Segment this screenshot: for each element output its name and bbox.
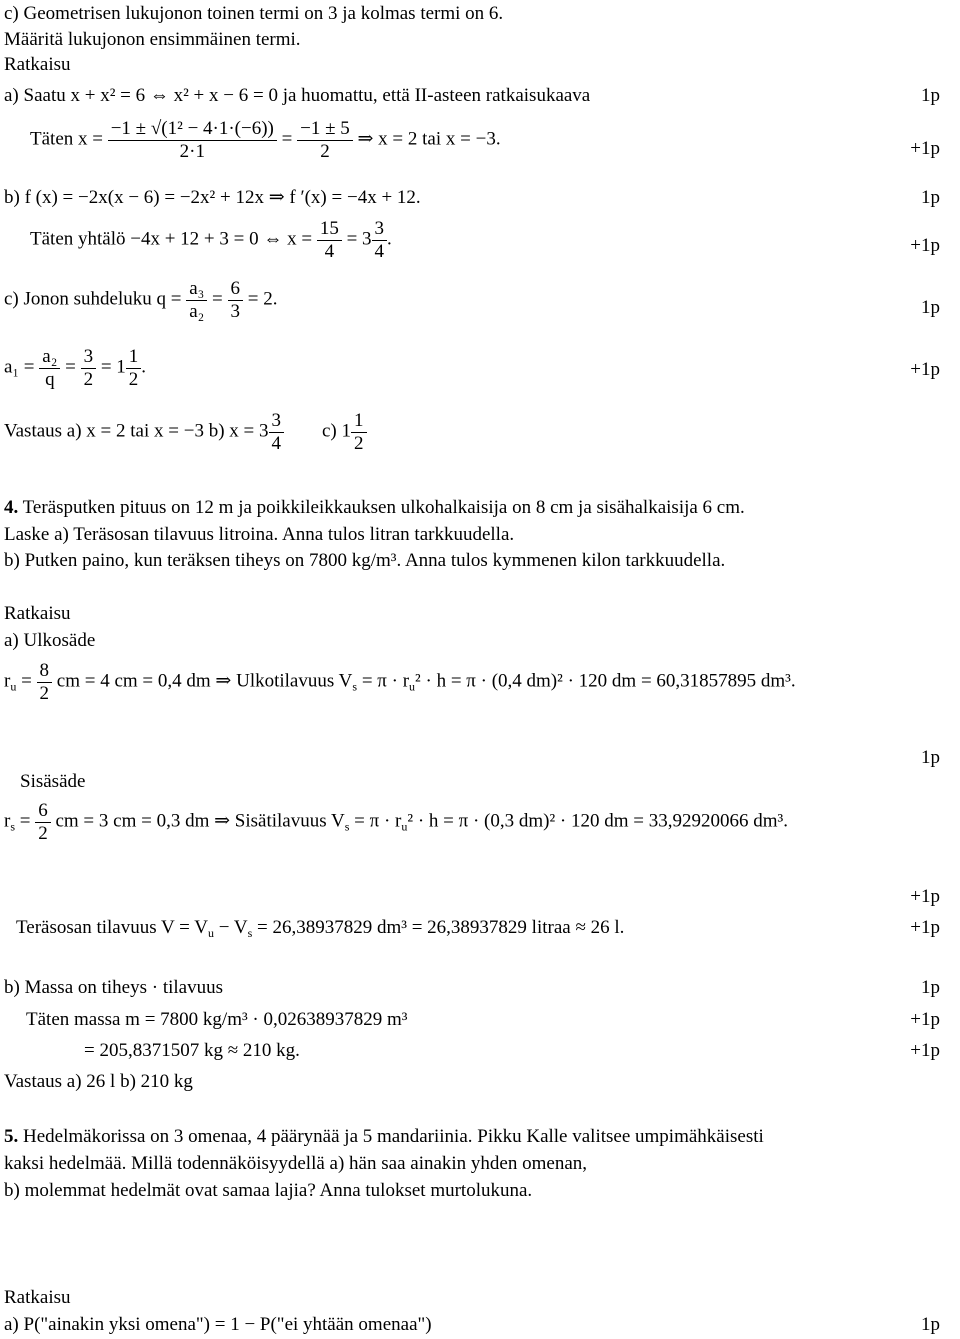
points-label: 1p	[921, 1314, 940, 1335]
quadratic-formula-fraction: $\frac{\text{−1 ± √(1² − 4·1·(−6))}}{2\cdot 1}$	[108, 118, 277, 163]
points-label: 1p	[921, 187, 940, 208]
points-label: +1p	[910, 886, 940, 907]
points-label: +1p	[910, 917, 940, 938]
points-label: 1p	[921, 297, 940, 318]
points-label: +1p	[910, 359, 940, 380]
problem-4-line-2: Laske a) Teräsosan tilavuus litroina. Anna tulos litran tarkkuudella.	[4, 524, 515, 545]
problem-4-line-1: 4. Teräsputken pituus on 12 m ja poikkileikkauksen ulkohalkaisija on 8 cm ja sisähalkaisija 6 cm.	[4, 497, 745, 518]
sol3-answer: Vastaus a) x = 2 tai x = −3 b) x = 3 $\frac{3}{4}$ c) 1 $\frac{1}{2}$	[4, 410, 367, 455]
problem-3c-line-1: c) Geometrisen lukujonon toinen termi on 3 ja kolmas termi on 6.	[4, 3, 504, 24]
sol3-b-line-2: Täten yhtälö −4x + 12 + 3 = 0 ⇔ x = $\frac{15}{4}$ = 3 $\frac{3}{4}$ .	[30, 218, 392, 262]
sol4-outer-radius: $r_u$ = $\frac{8}{2}$ cm = 4 cm = 0,4 dm ⇒ Ulkotilavuus $V_s = \pi \cdot r_u^2 \cdot h = \pi \cdot (0,4$ dm)² · 120 dm = 60,31857895 dm³.	[4, 660, 796, 704]
solution-heading: Ratkaisu	[4, 54, 71, 75]
problem-4-line-3: b) Putken paino, kun teräksen tiheys on 7800 kg/m³. Anna tulos kymmenen kilon tarkkuudella.	[4, 550, 726, 571]
solution-heading: Ratkaisu	[4, 1287, 71, 1308]
problem-5-line-1: 5. Hedelmäkorissa on 3 omenaa, 4 päärynää ja 5 mandariinia. Pikku Kalle valitsee umpimähkäisesti	[4, 1126, 764, 1147]
problem-3c-line-2: Määritä lukujonon ensimmäinen termi.	[4, 29, 301, 50]
sol4-inner-radius: $r_s$ = $\frac{6}{2}$ cm = 3 cm = 0,3 dm ⇒ Sisätilavuus $V_s = \pi \cdot r_u^2 \cdot h = \pi \cdot (0,3$ dm)² · 120 dm = 33,92920066 dm³.	[4, 800, 788, 844]
points-label: +1p	[910, 1009, 940, 1030]
points-label: +1p	[910, 235, 940, 256]
sol4-b-line-3: = 205,8371507 kg ≈ 210 kg.	[84, 1040, 300, 1061]
points-label: 1p	[921, 977, 940, 998]
sol3-a-line-1: a) Saatu x + x² = 6 ⇔ x² + x − 6 = 0 ja huomattu, että II-asteen ratkaisukaava	[4, 85, 591, 106]
sol3-c-line-2: a₁ = $\frac{\text{a₂}}{q}$ = $\frac{3}{2}$ = 1 $\frac{1}{2}$ .	[4, 346, 147, 390]
simplified-fraction: $\frac{-1 \pm 5}{2}$	[297, 118, 353, 163]
problem-5-line-2: kaksi hedelmää. Millä todennäköisyydellä a) hän saa ainakin yhden omenan,	[4, 1153, 588, 1174]
sol4-b-line-1: b) Massa on tiheys · tilavuus	[4, 977, 224, 998]
sol4-steel-volume: Teräsosan tilavuus $V = V_u - V_s = 26,38937829$ dm³ = 26,38937829 litraa ≈ 26 l.	[16, 917, 625, 940]
sol3-a-line-2: Täten x = $\frac{\text{−1 ± √(1² − 4·1·(−6))}}{2\cdot 1}$ = $\frac{-1 \pm 5}{2}$ ⇒ x = 2 tai x = −3.	[30, 118, 501, 162]
points-label: +1p	[910, 138, 940, 159]
sol4-inner-heading: Sisäsäde	[20, 771, 86, 792]
sol3-c-line-1: c) Jonon suhdeluku q = $\frac{\text{a₃}}{\text{a₂}}$ = $\frac{6}{3}$ = 2.	[4, 278, 278, 322]
sol4-b-line-2: Täten massa m = 7800 kg/m³ · 0,02638937829 m³	[26, 1009, 408, 1030]
sol3-b-line-1: b) f (x) = −2x(x − 6) = −2x² + 12x ⇒ f ′(x) = −4x + 12.	[4, 187, 421, 208]
points-label: 1p	[921, 747, 940, 768]
sol5-a-line-1: a) P("ainakin yksi omena") = 1 − P("ei yhtään omenaa")	[4, 1314, 432, 1335]
sol4-a-heading: a) Ulkosäde	[4, 630, 96, 651]
points-label: +1p	[910, 1040, 940, 1061]
sol4-answer: Vastaus a) 26 l b) 210 kg	[4, 1071, 193, 1092]
solution-heading: Ratkaisu	[4, 603, 71, 624]
points-label: 1p	[921, 85, 940, 106]
problem-5-line-3: b) molemmat hedelmät ovat samaa lajia? Anna tulokset murtolukuna.	[4, 1180, 533, 1201]
